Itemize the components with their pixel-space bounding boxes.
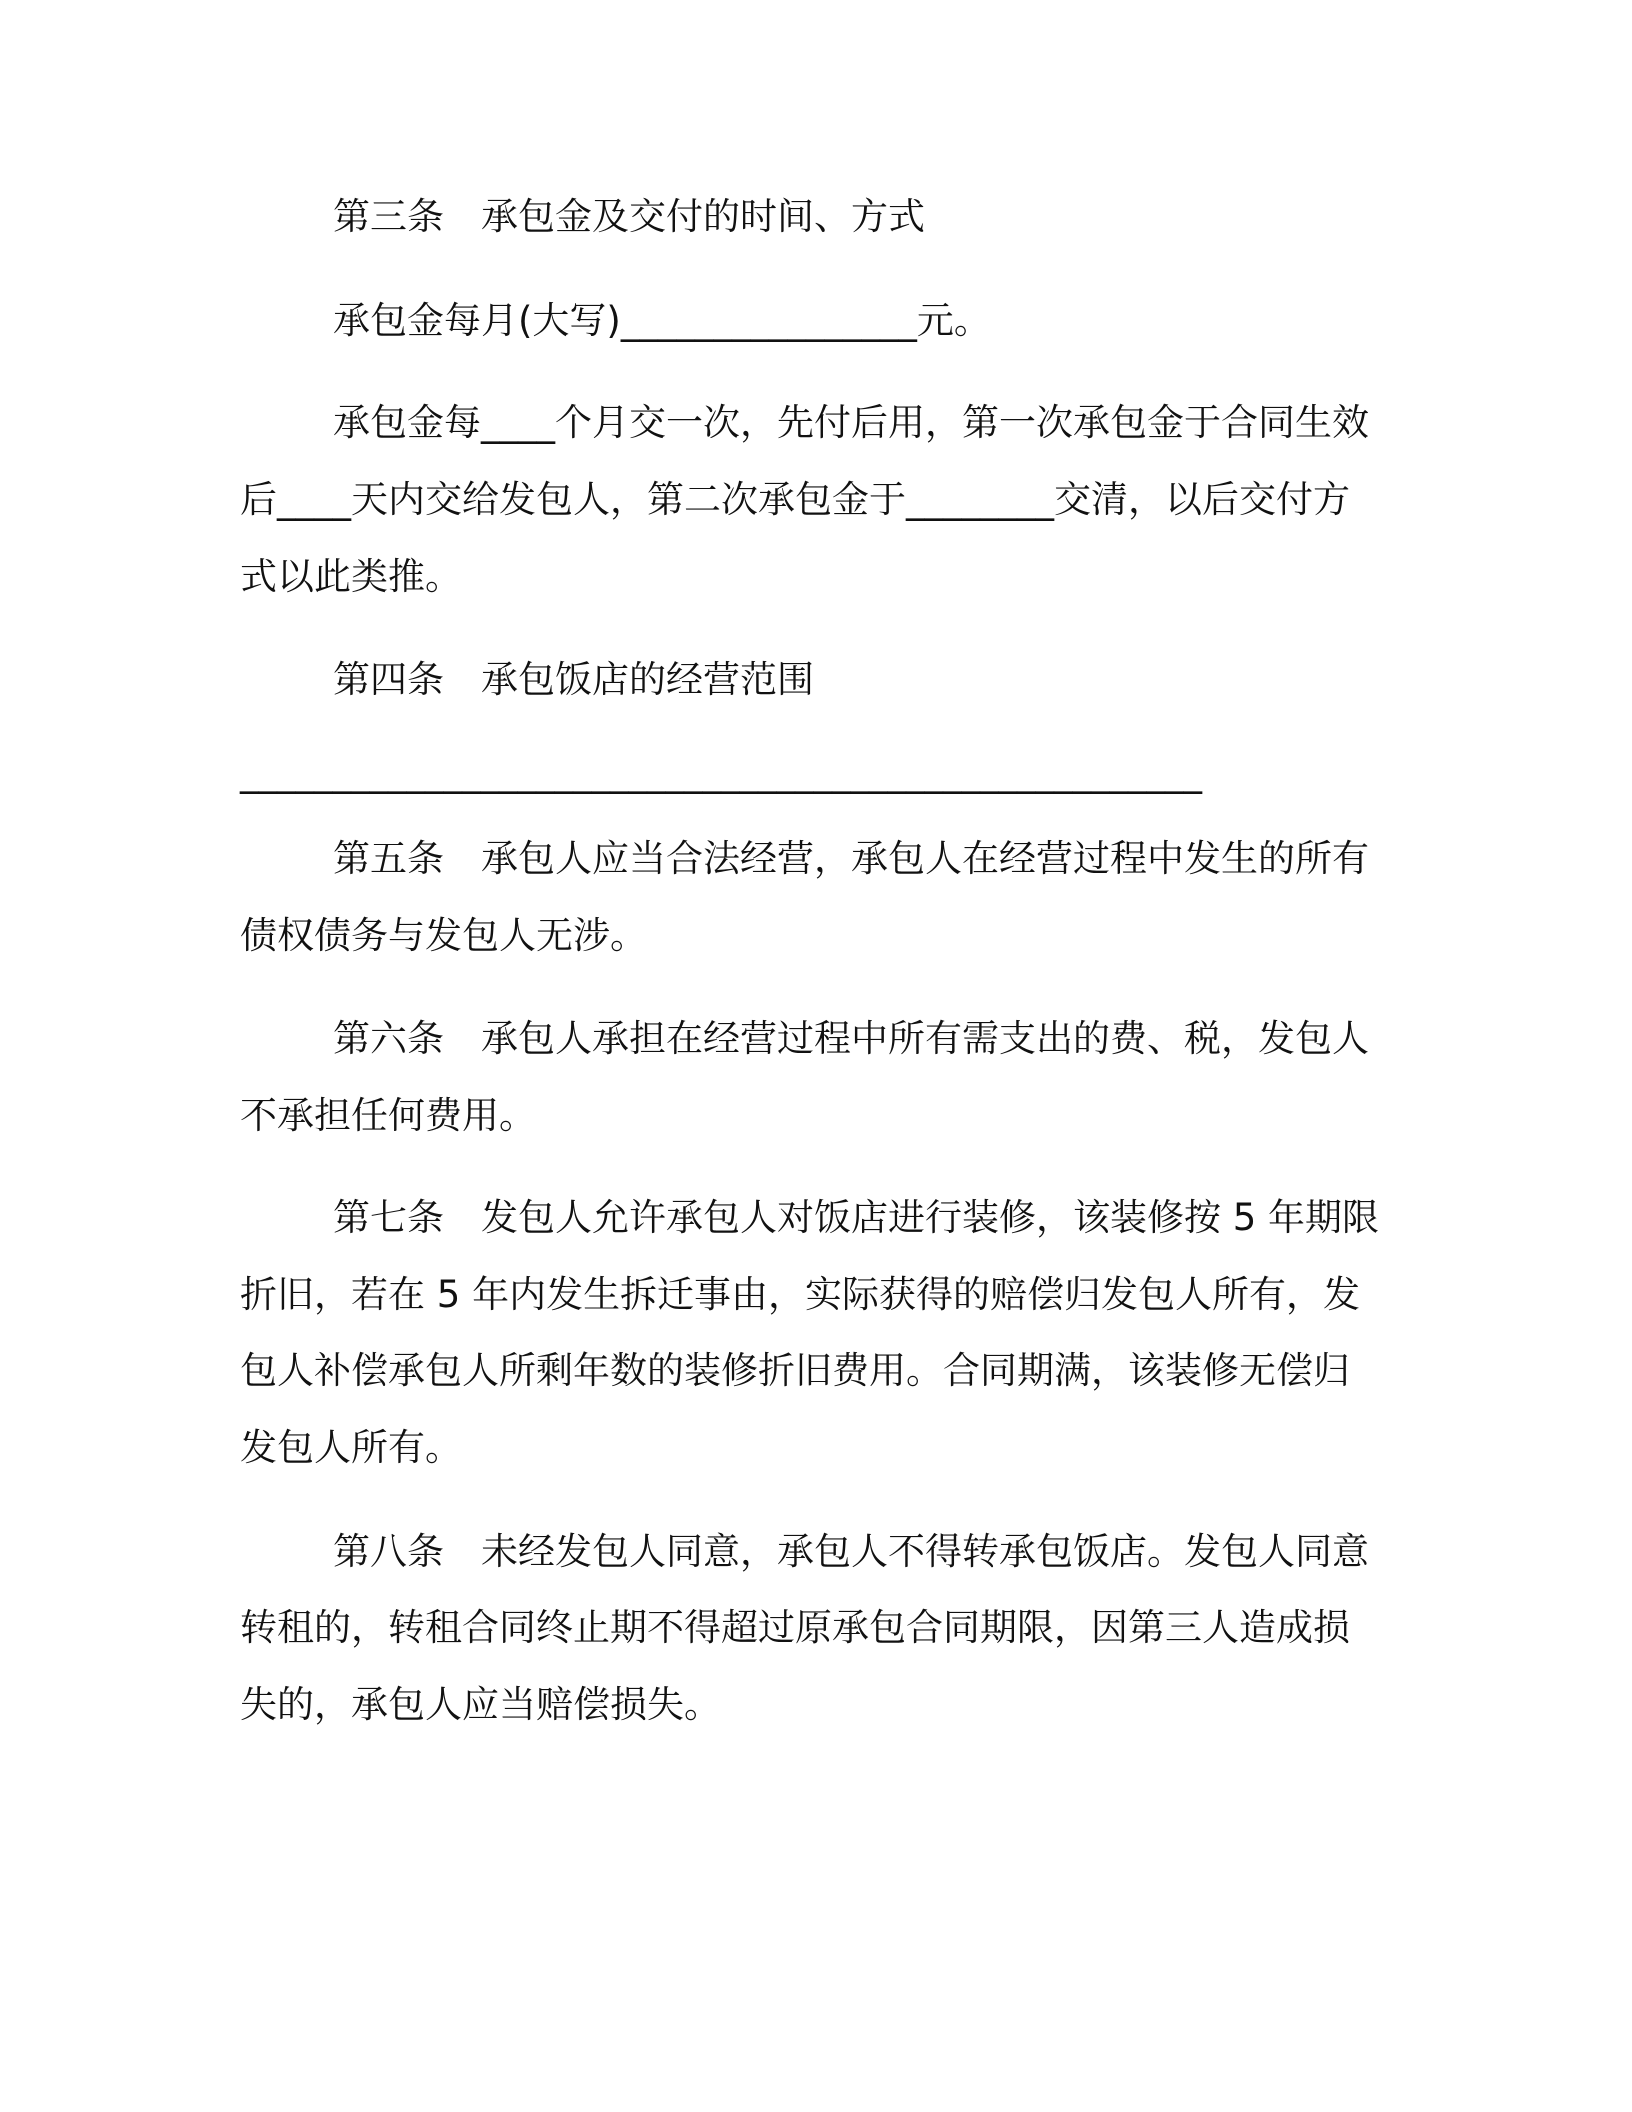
article-6-line: 第六条 承包人承担在经营过程中所有需支出的费、税，发包人 [333,1017,1369,1060]
article-4-blank-line: ____________________________________________________ [240,751,1202,794]
article-3-payment-line: 后____天内交给发包人，第二次承包金于________交清，以后交付方 [240,478,1350,521]
article-3-payment-line: 承包金每____个月交一次，先付后用，第一次承包金于合同生效 [333,401,1369,444]
article-4-heading: 第四条 承包饭店的经营范围 [333,658,814,701]
article-3-amount-line: 承包金每月(大写)________________元。 [333,299,991,342]
article-3-payment-line: 式以此类推。 [240,555,462,598]
article-7-line: 第七条 发包人允许承包人对饭店进行装修，该装修按 5 年期限 [333,1196,1380,1239]
article-8-line: 第八条 未经发包人同意，承包人不得转承包饭店。发包人同意 [333,1530,1369,1573]
article-3-heading: 第三条 承包金及交付的时间、方式 [333,195,925,238]
article-7-line: 折旧，若在 5 年内发生拆迁事由，实际获得的赔偿归发包人所有，发 [240,1273,1361,1316]
article-7-line: 包人补偿承包人所剩年数的装修折旧费用。合同期满，该装修无偿归 [240,1349,1350,1392]
article-7-line: 发包人所有。 [240,1426,462,1469]
article-8-line: 失的，承包人应当赔偿损失。 [240,1683,721,1726]
article-6-line: 不承担任何费用。 [240,1094,536,1137]
article-8-line: 转租的，转租合同终止期不得超过原承包合同期限，因第三人造成损 [240,1606,1350,1649]
article-5-line: 第五条 承包人应当合法经营，承包人在经营过程中发生的所有 [333,837,1369,880]
article-5-line: 债权债务与发包人无涉。 [240,914,647,957]
